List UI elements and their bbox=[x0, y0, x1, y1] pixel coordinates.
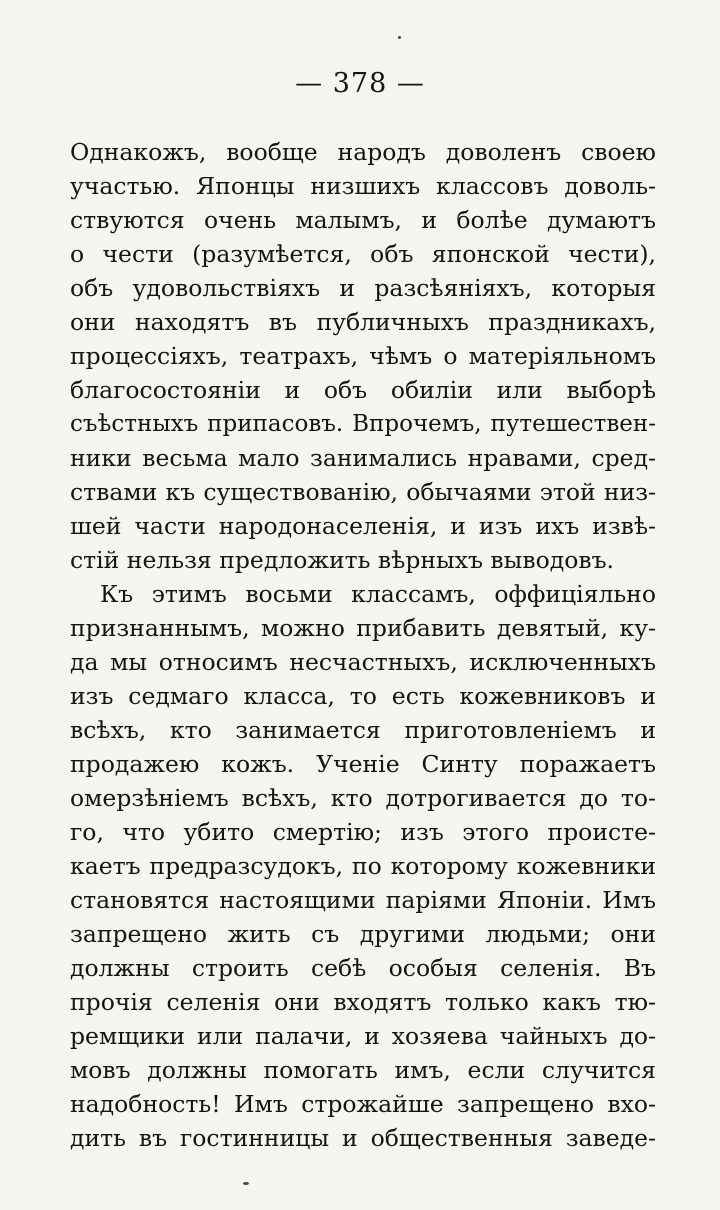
text-line: продажею кожъ. Ученіе Синту поражаетъ bbox=[70, 750, 656, 778]
text-line: о чести (разумѣется, объ японской чести), bbox=[70, 240, 656, 268]
text-line: Однакожъ, вообще народъ доволенъ своею bbox=[70, 138, 656, 166]
text-line: они находятъ въ публичныхъ праздникахъ, bbox=[70, 308, 656, 336]
text-line: да мы относимъ несчастныхъ, исключенныхъ bbox=[70, 648, 656, 676]
text-line: шей части народонаселенія, и изъ ихъ извѣ- bbox=[70, 512, 656, 540]
text-line: ствами къ существованію, обычаями этой низ- bbox=[70, 478, 656, 506]
text-line: съѣстныхъ припасовъ. Впрочемъ, путешествен- bbox=[70, 411, 656, 437]
text-line: участью. Японцы низшихъ классовъ доволь- bbox=[70, 172, 656, 200]
text-line: запрещено жить съ другими людьми; они bbox=[70, 920, 656, 948]
text-line: дить въ гостинницы и общественныя заведе- bbox=[70, 1124, 656, 1152]
text-line: всѣхъ, кто занимается приготовленіемъ и bbox=[70, 716, 656, 744]
text-line: го, что убито смертію; изъ этого происте- bbox=[70, 818, 656, 846]
text-line: каетъ предразсудокъ, по которому кожевники bbox=[70, 852, 656, 880]
text-line: ники весьма мало занимались нравами, сред- bbox=[70, 444, 656, 472]
text-line: становятся настоящими паріями Японіи. Имъ bbox=[70, 886, 656, 914]
text-line: мовъ должны помогать имъ, если случится bbox=[70, 1056, 656, 1084]
print-speck bbox=[243, 1182, 249, 1185]
text-line: объ удовольствіяхъ и разсѣяніяхъ, которыя bbox=[70, 274, 656, 302]
page-number: — 378 — bbox=[295, 68, 425, 99]
print-speck bbox=[398, 36, 401, 39]
text-line: стій нельзя предложить вѣрныхъ выводовъ. bbox=[70, 546, 614, 574]
text-line: признаннымъ, можно прибавить девятый, ку- bbox=[70, 614, 656, 642]
text-line: прочія селенія они входятъ только какъ тю- bbox=[70, 988, 656, 1016]
text-line: Къ этимъ восьми классамъ, оффиціяльно bbox=[100, 580, 656, 608]
text-line: благосостояніи и объ обиліи или выборѣ bbox=[70, 376, 656, 404]
text-line: ствуются очень малымъ, и болѣе думаютъ bbox=[70, 206, 656, 234]
text-line: должны строить себѣ особыя селенія. Въ bbox=[70, 954, 656, 982]
text-line: омерзѣніемъ всѣхъ, кто дотрогивается до то- bbox=[70, 784, 656, 812]
text-line: процессіяхъ, театрахъ, чѣмъ о матеріяльномъ bbox=[70, 342, 656, 370]
text-line: надобность! Имъ строжайше запрещено вхо- bbox=[70, 1090, 656, 1118]
text-line: ремщики или палачи, и хозяева чайныхъ до- bbox=[70, 1022, 656, 1050]
text-line: изъ седмаго класса, то есть кожевниковъ и bbox=[70, 682, 656, 710]
